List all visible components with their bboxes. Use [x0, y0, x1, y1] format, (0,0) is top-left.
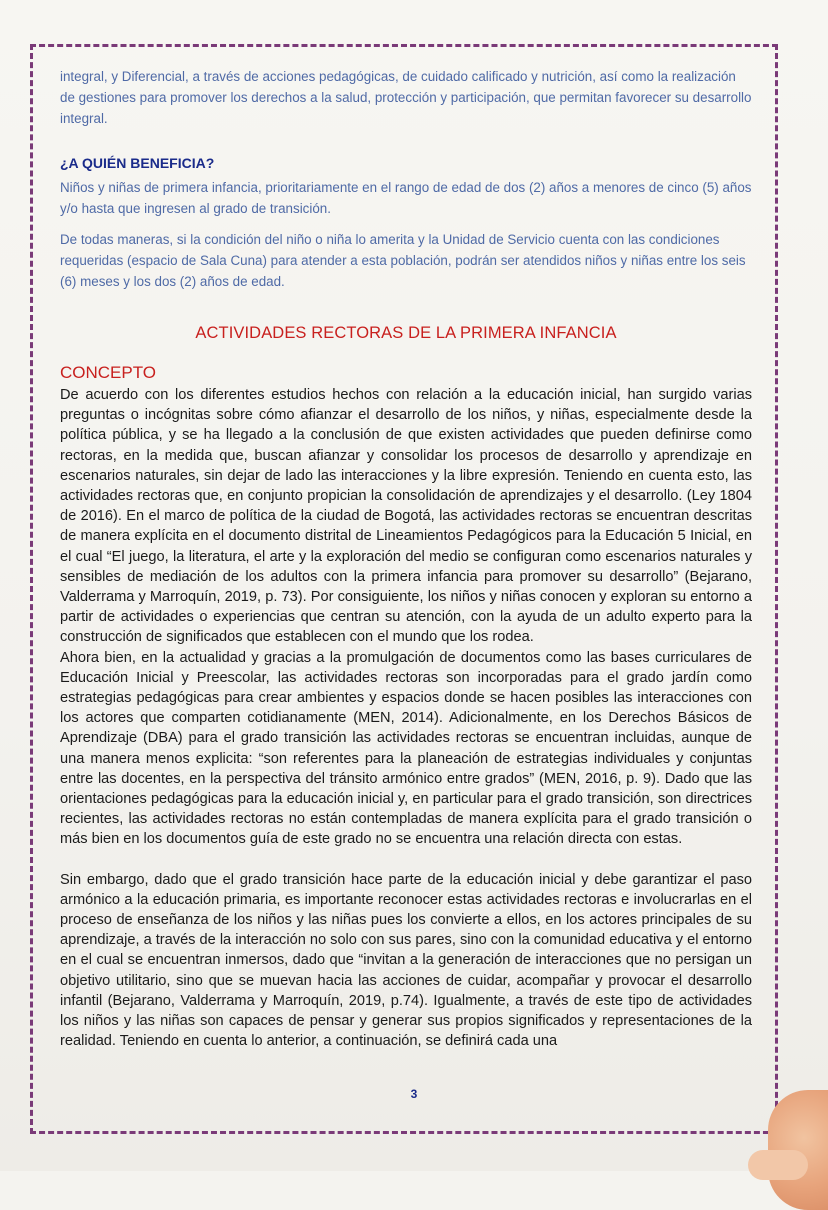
quien-beneficia-section [60, 177, 752, 292]
intro-section [60, 66, 752, 129]
quien-beneficia-paragraph-2: De todas maneras, si la condición del niño o niña lo amerita y la Unidad de Servicio cuenta con las condiciones requeridas (espacio de Sala Cuna) para atender a esta población, podrán ser atendidos niños y niñas entre los seis (6) meses y los dos (2) años de edad. [60, 232, 746, 289]
concepto-paragraph-1: De acuerdo con los diferentes estudios hechos con relación a la educación inicial, han surgido varias preguntas o incógnitas sobre cómo afianzar el desarrollo de los niños, y niñas, especialmente desde la política pública, y se ha llegado a la conclusión de que existen actividades que pueden definirse como rectoras, en la medida que, buscan afianzar y consolidar los procesos de desarrollo y aprendizaje en escenarios naturales, sin dejar de lado las interacciones y la libre expresión. Teniendo en cuenta esto, las actividades rectoras que, en conjunto propician la consolidación de aprendizajes y el desarrollo. (Ley 1804 de 2016). En el marco de política de la ciudad de Bogotá, las actividades rectoras se encuentran descritas de manera explícita en el documento distrital de Lineamientos Pedagógicos para la Educación 5 Inicial, en el cual “El juego, la literatura, el arte y la exploración del medio se configuran como escenarios naturales y sensibles de mediación de los adultos con la primera infancia para promover su desarrollo” (Bejarano, Valderrama y Marroquín, 2019, p. 73). Por consiguiente, los niños y niñas conocen y exploran su entorno a partir de actividades o experiencias que centran su atención, con la ayuda de un adulto experto para la construcción de significados que establecen con el mundo que los rodea. [60, 387, 752, 646]
page-number: 3 [410, 1087, 418, 1101]
intro-paragraph: integral, y Diferencial, a través de acciones pedagógicas, de cuidado calificado y nutrición, así como la realización de gestiones para promover los derechos a la salud, protección y participación, que permitan favorecer su desarrollo integral. [60, 69, 752, 126]
quien-beneficia-paragraph-1: Niños y niñas de primera infancia, prioritariamente en el rango de edad de dos (2) años a menores de cinco (5) años y/o hasta que ingresen al grado de transición. [60, 180, 752, 216]
section-title: ACTIVIDADES RECTORAS DE LA PRIMERA INFANCIA [195, 324, 617, 342]
finger-photo-artifact-2 [748, 1150, 808, 1180]
concepto-heading: CONCEPTO [60, 363, 157, 382]
concepto-paragraph-3: Sin embargo, dado que el grado transición hace parte de la educación inicial y debe garantizar el paso armónico a la educación primaria, es importante reconocer estas actividades rectoras e involucrarlas en el proceso de enseñanza de los niños y las niñas pues los convierte a ellos, en los actores principales de su aprendizaje, a través de la interacción no solo con sus pares, sino con la comunidad educativa y el entorno en el cual se encuentran inmersos, dado que “invitan a la generación de interacciones que no persigan un objetivo utilitario, sino que se muevan hacia las acciones de cuidar, acompañar y provocar el desarrollo infantil (Bejarano, Valderrama y Marroquín, 2019, p.74). Igualmente, a través de este tipo de actividades los niños y las niñas son capaces de pensar y generar sus propios significados y representaciones de la realidad. Teniendo en cuenta lo anterior, a continuación, se definirá cada una [60, 871, 752, 1050]
quien-beneficia-heading: ¿A QUIÉN BENEFICIA? [60, 155, 215, 171]
page-content [60, 66, 752, 1052]
concepto-paragraph-2: Ahora bien, en la actualidad y gracias a la promulgación de documentos como las bases curriculares de Educación Inicial y Preescolar, las actividades rectoras son incorporadas para el grado jardín como estrategias pedagógicas para crear ambientes y espacios donde se hacen posibles las interacciones con los actores que comparten cotidianamente (MEN, 2014). Adicionalmente, en los Derechos Básicos de Aprendizaje (DBA) para el grado transición las actividades rectoras se encuentran incluidas, aunque de una manera menos explicita: “son referentes para la planeación de estrategias individuales y conjuntas entre las docentes, en la perspectiva del tránsito armónico entre grados” (MEN, 2016, p. 9). Dado que las orientaciones pedagógicas para la educación inicial y, en particular para el grado transición, son directrices recientes, las actividades rectoras no están contempladas de manera explícita para el grado transición o más bien en los documentos guía de este grado no se encuentra una relación directa con estas. [60, 649, 752, 848]
